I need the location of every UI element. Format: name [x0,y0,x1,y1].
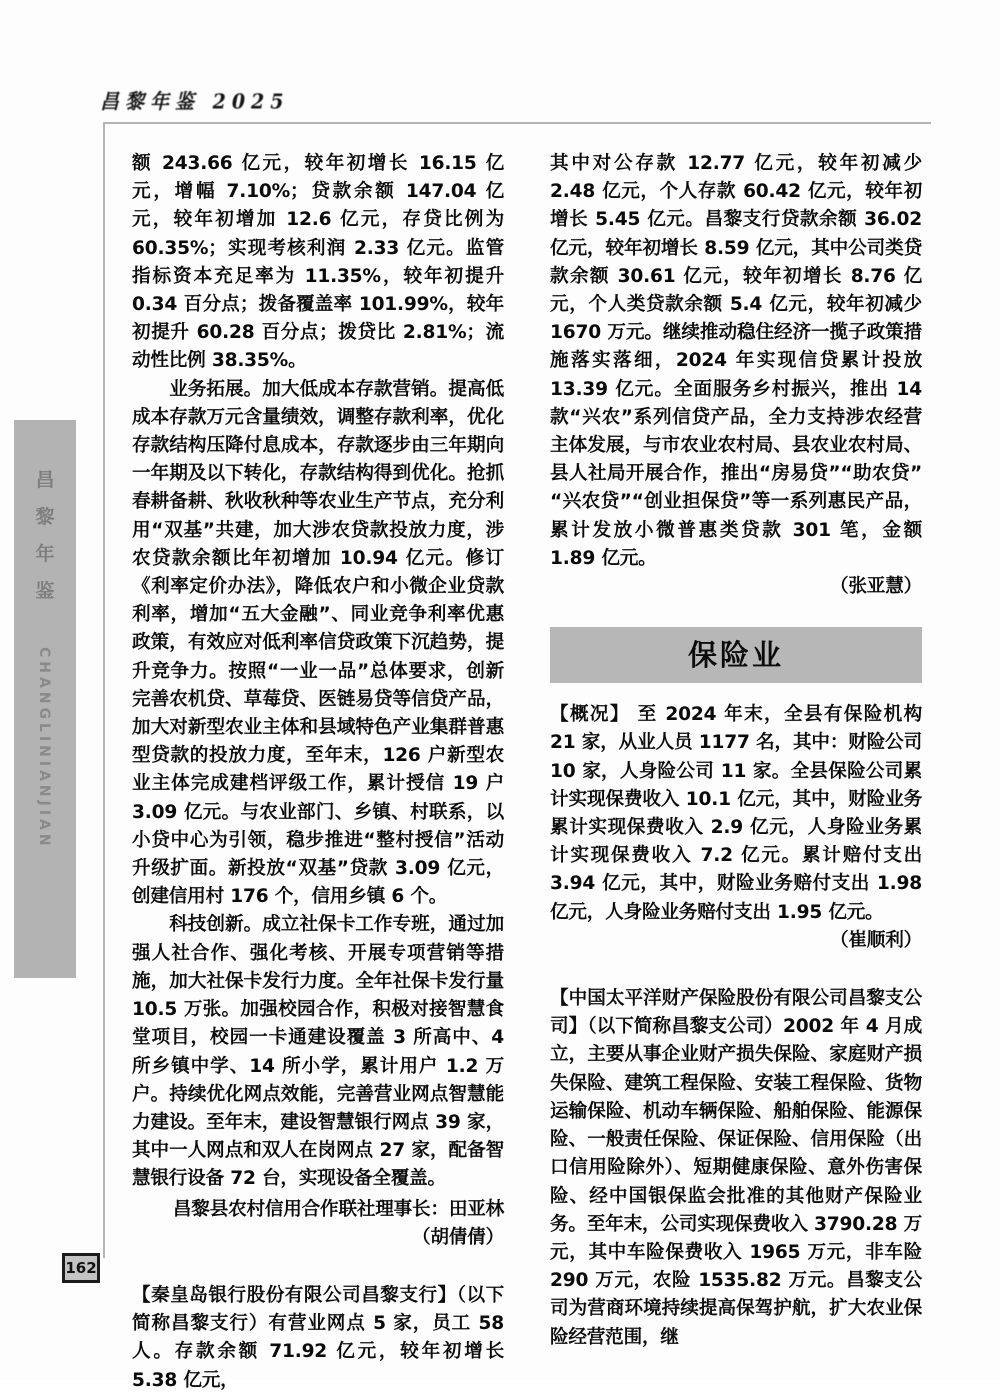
thumb-index-pinyin-text: CHANGLINIANJIAN [36,647,52,850]
text-column-right [550,150,922,1352]
entry-paragraph: 【秦皇岛银行股份有限公司昌黎支行】（以下简称昌黎支行）有营业网点 5 家，员工 58 人。存款余额 71.92 亿元，较年初增长 5.38 亿元， [132,1284,504,1391]
thumb-index-title [14,462,76,610]
author-credit: （张亚慧） [830,576,922,598]
paragraph: 科技创新。成立社保卡工作专班，通过加强人社合作、强化考核、开展专项营销等措施，加大社保卡发行力度。全年社保卡发行量 10.5 万张。加强校园合作，积极对接智慧食堂项目，校园一卡通建设覆盖 3 所高中、4 所乡镇中学、14 所小学，累计用户 1.2 万户。持续优化网点效能，完善营业网点智慧能力建设。至年末，建设智慧银行网点 39 家，其中一人网点和双人在岗网点 27 家，配备智慧银行设备 72 台，实现设备全覆盖。 [132,914,504,1190]
thumb-index-tab [14,420,76,978]
entry-paragraph: 【概况】 至 2024 年末，全县有保险机构 21 家，从业人员 1177 名，其中：财险公司 10 家，人身险公司 11 家。全县保险公司累计实现保费收入 10.1 亿元，其中，财险业务累计实现保费收入 2.9 亿元，人身险业务累计实现保费收入 7.2 亿元。累计赔付支出 3.94 亿元，其中，财险业务赔付支出 1.98 亿元，人身险业务赔付支出 1.95 亿元。 [550,704,922,923]
thumb-index-char-1: 昌 [35,469,55,491]
thumb-index-char-2: 黎 [35,506,55,528]
paragraph-spacer [550,955,922,985]
paragraph: 业务拓展。加大低成本存款营销。提高低成本存款万元含量绩效，调整存款利率，优化存款结构压降付息成本，存款逐步由三年期向一年期及以下转化，存款结构得到优化。抢抓春耕备耕、秋收秋种等农业生产节点，充分利用“双基”共建，加大涉农贷款投放力度，涉农贷款余额比年初增加 10.94 亿元。修订《利率定价办法》，降低农户和小微企业贷款利率，增加“五大金融”、同业竞争利率优惠政策，有效应对低利率信贷政策下沉趋势，提升竞争力。按照“一业一品”总体要求，创新完善农机贷、草莓贷、医链易贷等信贷产品，加大对新型农业主体和县域特色产业集群普惠型贷款的投放力度，至年末，126 户新型农业主体完成建档评级工作，累计授信 19 户 3.09 亿元。与农业部门、乡镇、村联系，以小贷中心为引领，稳步推进“整村授信”活动升级扩面。新投放“双基”贷款 3.09 亿元，创建信用村 176 个，信用乡镇 6 个。 [132,378,504,908]
text-column-left [132,150,504,1395]
page-number: 162 [62,1253,100,1283]
officer-line: 昌黎县农村信用合作联社理事长：田亚林 [172,1198,504,1220]
author-credit: （胡倩倩） [412,1226,504,1248]
paragraph: 额 243.66 亿元，较年初增长 16.15 亿元，增幅 7.10%；贷款余额 147.04 亿元，较年初增加 12.6 亿元，存贷比例为 60.35%；实现考核利润 2.33 亿元。监管指标资本充足率为 11.35%，较年初提升 0.34 百分点；拨备覆盖率 101.99%，较年初提升 60.28 百分点；拨贷比 2.81%；流动性比例 38.35%。 [132,153,504,372]
thumb-index-char-3: 年 [35,543,55,565]
section-heading-banner: 保险业 [550,627,922,683]
entry-paragraph: 【中国太平洋财产保险股份有限公司昌黎支公司】（以下简称昌黎支公司）2002 年 4 月成立，主要从事企业财产损失保险、家庭财产损失保险、建筑工程保险、安装工程保险、货物运输保险、机动车辆保险、船舶保险、能源保险、一般责任保险、保证保险、信用保险（出口信用险除外）、短期健康保险、意外伤害保险、经中国银保监会批准的其他财产保险业务。至年末，公司实现保费收入 3790.28 万元，其中车险保费收入 1965 万元，非车险 290 万元，农险 1535.82 万元。昌黎支公司为营商环境持续提高保驾护航，扩大农业保险经营范围，继 [550,988,922,1348]
running-head: 昌黎年鉴 2025 [100,90,290,115]
paragraph-spacer [132,1252,504,1282]
paragraph: 其中对公存款 12.77 亿元，较年初减少 2.48 亿元，个人存款 60.42 亿元，较年初增长 5.45 亿元。昌黎支行贷款余额 36.02 亿元，较年初增长 8.59 亿元，其中公司类贷款余额 30.61 亿元，较年初增长 8.76 亿元，个人类贷款余额 5.4 亿元，较年初减少 1670 万元。继续推动稳住经济一揽子政策措施落实落细，2024 年实现信贷累计投放 13.39 亿元。全面服务乡村振兴，推出 14 款“兴农”系列信贷产品，全力支持涉农经营主体发展，与市农业农村局、县农业农村局、县人社局开展合作，推出“房易贷”“助农贷”“兴农贷”“创业担保贷”等一系列惠民产品，累计发放小微普惠类贷款 301 笔，金额 1.89 亿元。 [550,153,922,569]
author-credit: （崔顺利） [830,929,922,951]
thumb-index-pinyin [14,647,76,850]
thumb-index-char-4: 鉴 [35,580,55,602]
